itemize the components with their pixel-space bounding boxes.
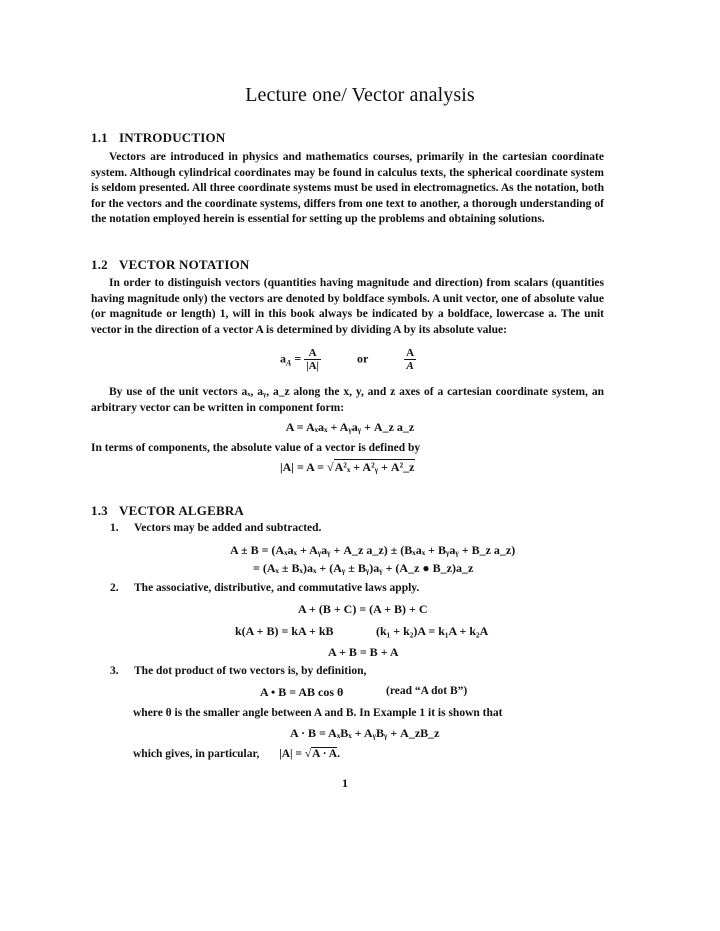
addition-equation-line-1: A ± B = (Aₓaₓ + Aᵧaᵧ + A_z a_z) ± (Bₓaₓ + Bᵧaᵧ + B_z a_z)	[230, 543, 516, 557]
fraction-denominator: |A|	[306, 360, 319, 372]
fraction-denominator: A	[406, 360, 414, 372]
dot-product-reading: (read “A dot B”)	[386, 685, 468, 697]
section-heading-introduction	[91, 130, 225, 146]
unit-vector-equation: $a_A$ = $\frac{A}{|A|}$ or $\frac{A}{A}$	[280, 347, 415, 372]
list-item-text: The dot product of two vectors is, by definition,	[134, 665, 367, 677]
list-item	[110, 521, 604, 537]
addition-equation-line-2: = (Aₓ ± Bₓ)aₓ + (Aᵧ ± Bᵧ)aᵧ + (A_z ● B_z)a_z	[253, 561, 474, 575]
which-text: which gives, in particular,	[133, 748, 260, 760]
section-title: INTRODUCTION	[119, 130, 226, 145]
distributive-law-equation-2: (k₁ + k₂)A = k₁A + k₂A	[376, 624, 489, 638]
fraction-numerator: A	[406, 347, 415, 359]
unit-vector-symbol: a	[280, 351, 286, 366]
page-title: Lecture one/ Vector analysis	[245, 84, 475, 106]
section-number: 1.2	[91, 257, 108, 272]
section-heading-vector-algebra	[91, 503, 244, 519]
absolute-value-radicand: A²ₓ + A²ᵧ + A²_z	[334, 460, 415, 474]
list-item	[110, 664, 604, 680]
where-text: where θ is the smaller angle between A and B. In Example 1 it is shown that	[133, 707, 503, 719]
magnitude-equation-radicand: A · A	[312, 748, 338, 760]
component-form-equation: A = Aₓaₓ + Aᵧaᵧ + A_z a_z	[285, 420, 415, 434]
or-text: or	[356, 351, 369, 366]
absolute-value-left: |A| = A =	[280, 460, 327, 474]
vector-notation-paragraph: In order to distinguish vectors (quantities having magnitude and direction) from scalars (quantities having magnitude only) the vectors are denoted by boldface symbols. A unit vector, one of absolute value (or magnitude or length) 1, will in this book always be indicated by a boldface, lowercase a. The unit vector in the direction of a vector A is determined by dividing A by its absolute value:	[91, 277, 604, 336]
list-item-text: Vectors may be added and subtracted.	[134, 522, 322, 534]
list-marker: 3.	[110, 665, 119, 677]
dot-product-definition: A • B = AB cos θ	[260, 685, 344, 699]
unit-vectors-paragraph: By use of the unit vectors aₓ, aᵧ, a_z along the x, y, and z axes of a cartesian coordinate system, an arbitrary vector can be written in component form:	[91, 386, 604, 414]
unit-vector-subscript: A	[286, 358, 292, 368]
dot-product-components: A · B = AₓBₓ + AᵧBᵧ + A_zB_z	[290, 726, 440, 740]
magnitude-equation-left: |A| =	[279, 748, 305, 760]
list-marker: 1.	[110, 522, 119, 534]
section-title: VECTOR NOTATION	[119, 257, 250, 272]
section-heading-vector-notation	[91, 257, 250, 273]
fraction-a-over-abs-a	[304, 347, 321, 372]
fraction-a-over-a	[404, 347, 416, 372]
list-marker: 2.	[110, 582, 119, 594]
fraction-numerator: A	[304, 347, 321, 360]
introduction-paragraph: Vectors are introduced in physics and mathematics courses, primarily in the cartesian coordinate system. Although cylindrical coordinates may be found in calculus texts, the spherical coordinate system is seldom presented. All three coordinate systems must be used in electromagnetics. As the notation, both for the vectors and the coordinate systems, differs from one text to another, a thorough understanding of the notation employed herein is essential for setting up the problems and obtaining solutions.	[91, 151, 604, 225]
page-number: 1	[342, 776, 348, 790]
absolute-value-paragraph: In terms of components, the absolute value of a vector is defined by	[91, 442, 421, 454]
associative-law-equation: A + (B + C) = (A + B) + C	[298, 602, 428, 616]
section-number: 1.3	[91, 503, 108, 518]
which-gives-line: which gives, in particular, |A| = √A · A.	[133, 748, 340, 760]
distributive-law-equation-1: k(A + B) = kA + kB	[235, 624, 334, 638]
commutative-law-equation: A + B = B + A	[328, 645, 399, 659]
magnitude-equation-end: .	[337, 748, 340, 760]
list-item	[110, 581, 604, 597]
section-number: 1.1	[91, 130, 108, 145]
section-title: VECTOR ALGEBRA	[119, 503, 245, 518]
list-item-text: The associative, distributive, and commutative laws apply.	[134, 582, 420, 594]
absolute-value-equation: |A| = A = √A²ₓ + A²ᵧ + A²_z	[280, 460, 415, 474]
